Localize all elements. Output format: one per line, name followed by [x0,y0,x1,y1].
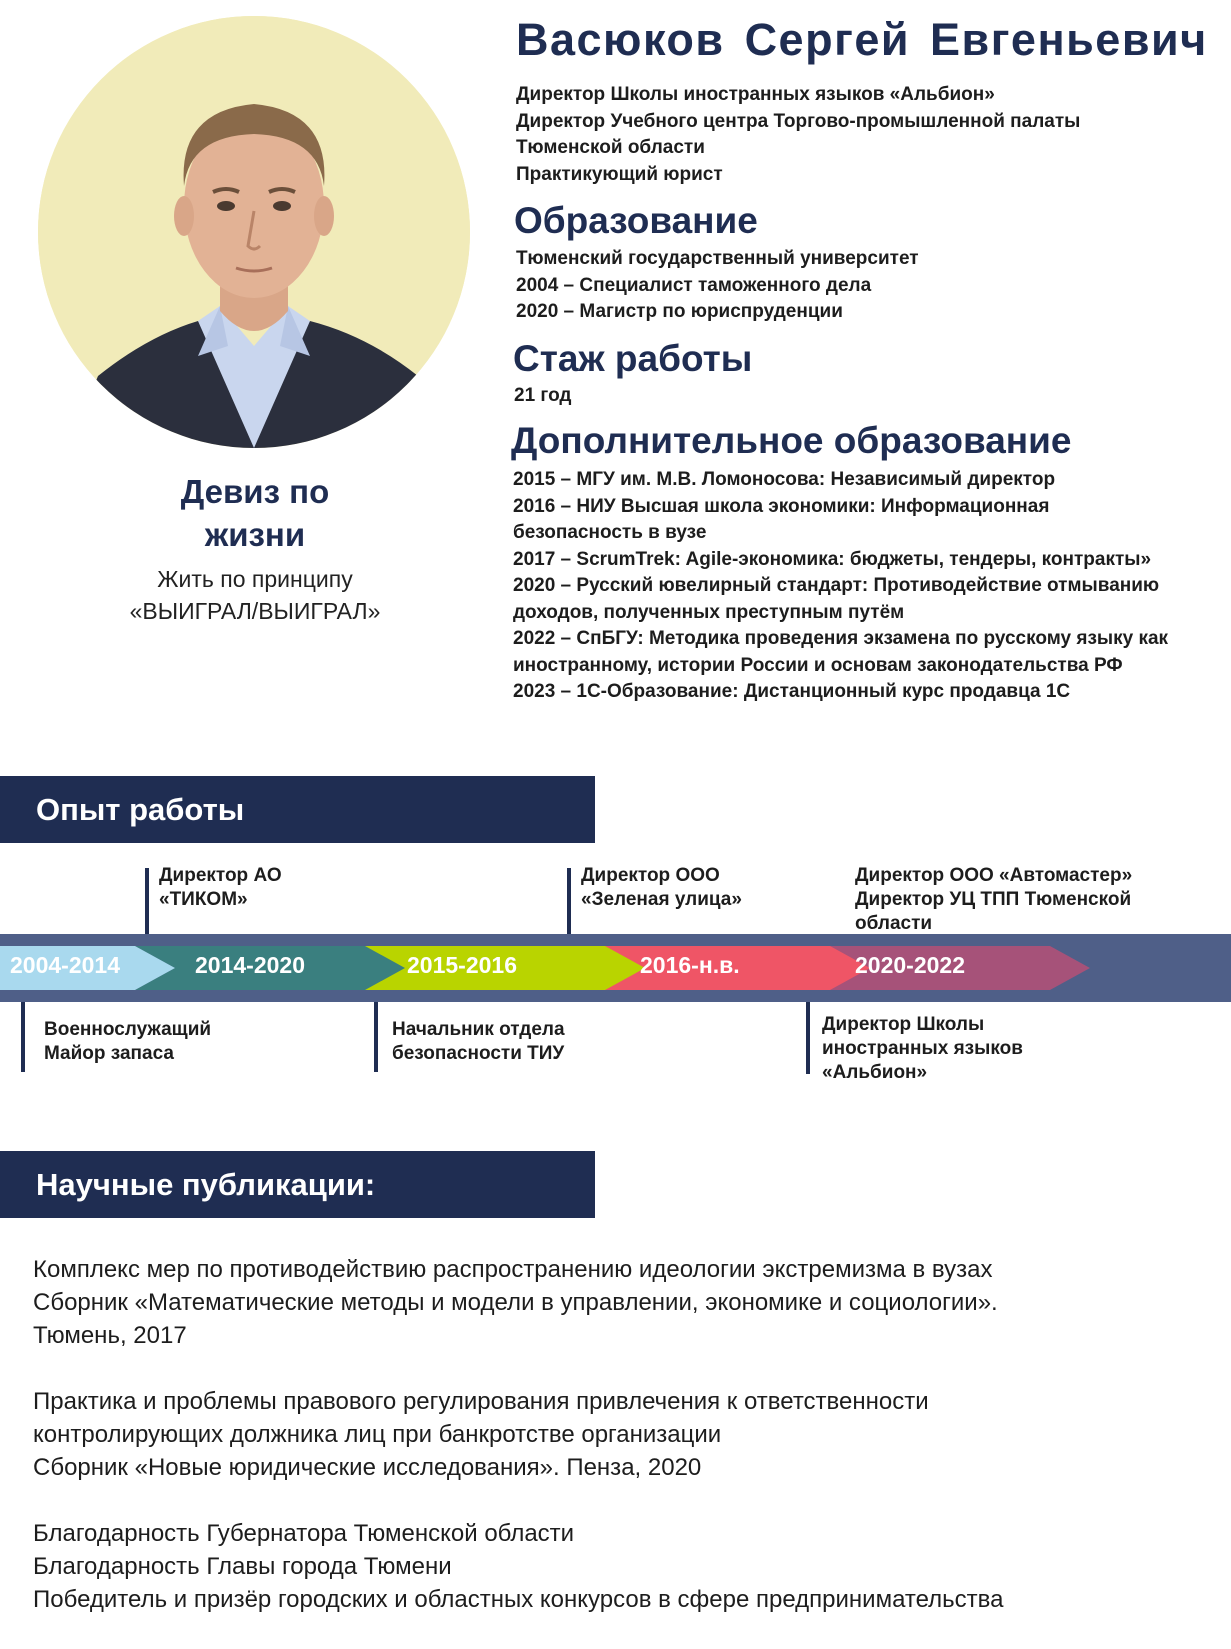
timeline-top-label [159,864,282,912]
education-line: 2004 – Специалист таможенного дела [516,274,872,296]
timeline-year: 2020-2022 [855,952,965,978]
publication-group [33,1517,1213,1616]
publication-group [33,1385,1213,1484]
publication-line: Комплекс мер по противодействию распространению идеологии экстремизма в вузах [33,1256,993,1283]
timeline-tick [806,1002,810,1074]
publication-line: Сборник «Новые юридические исследования». Пенза, 2020 [33,1454,702,1481]
additional-education-line: 2016 – НИУ Высшая школа экономики: Информационная [513,495,1050,517]
education-line: 2020 – Магистр по юриспруденции [516,301,843,322]
positions-list [516,82,1080,188]
publication-line: контролирующих должника лиц при банкротстве организации [33,1421,722,1448]
timeline-top-label [855,864,1132,936]
person-name: Васюков Сергей Евгеньевич [516,14,1208,65]
timeline-tick [145,868,149,934]
additional-education-title: Дополнительное образование [511,420,1072,461]
portrait-illustration [38,16,470,448]
timeline-bar [0,934,1231,1002]
timeline-label-line: Директор ООО «Автомастер» [855,865,1133,886]
position-line: Тюменской области [516,137,705,158]
timeline-label-line: «Альбион» [822,1062,928,1083]
additional-education-line: доходов, полученных преступным путём [513,601,905,623]
position-line: Директор Школы иностранных языков «Альбион» [516,84,995,105]
additional-education-line: 2015 – МГУ им. М.В. Ломоносова: Независимый директор [513,469,1056,490]
publication-line: Благодарность Главы города Тюмени [33,1553,452,1580]
motto-text [80,563,430,627]
work-experience-banner: Опыт работы [0,776,595,843]
timeline-label-line: безопасности ТИУ [392,1043,565,1064]
timeline-year: 2016-н.в. [640,952,740,978]
publication-line: Практика и проблемы правового регулирования привлечения к ответственности [33,1388,929,1415]
motto-text-line: «ВЫИГРАЛ/ВЫИГРАЛ» [129,598,381,624]
publication-line: Победитель и призёр городских и областных конкурсов в сфере предпринимательства [33,1586,1004,1613]
publication-line: Тюмень, 2017 [33,1322,187,1349]
experience-years-value: 21 год [514,385,572,406]
additional-education-line: 2017 – ScrumTrek: Agile-экономика: бюджеты, тендеры, контракты» [513,548,1152,570]
education-list [516,246,919,326]
position-line: Директор Учебного центра Торгово-промышленной палаты [516,110,1081,132]
timeline-label-line: Директор УЦ ТПП Тюменской [855,889,1132,910]
timeline-tick [374,1002,378,1072]
motto-title-line: жизни [204,516,306,553]
education-line: Тюменский государственный университет [516,248,919,269]
timeline-bottom-label [822,1013,1023,1085]
profile-photo [38,16,470,448]
timeline-label-line: Директор Школы [822,1014,985,1035]
timeline-label-line: Директор ООО [581,865,720,886]
publication-line: Сборник «Математические методы и модели в управлении, экономике и социологии». [33,1289,998,1316]
education-title: Образование [514,200,758,241]
publication-group [33,1253,1213,1352]
timeline-top-label [581,864,742,912]
timeline-label-line: «ТИКОМ» [159,889,248,910]
position-line: Практикующий юрист [516,163,723,185]
additional-education-list [513,467,1168,706]
timeline-tick [567,868,571,934]
timeline-label-line: Военнослужащий [44,1019,212,1040]
timeline-label-line: Директор АО [159,865,282,886]
motto-text-line: Жить по принципу [157,566,353,592]
additional-education-line: 2023 – 1С-Образование: Дистанционный курс продавца 1С [513,681,1071,702]
additional-education-line: 2022 – СпБГУ: Методика проведения экзамена по русскому языку как [513,628,1169,649]
publications-banner: Научные публикации: [0,1151,595,1218]
timeline-label-line: Майор запаса [44,1043,174,1064]
timeline-tick [21,1002,25,1072]
publication-line: Благодарность Губернатора Тюменской области [33,1520,575,1547]
experience-years-title: Стаж работы [513,338,753,379]
timeline-bottom-label [392,1018,565,1066]
timeline-label-line: Начальник отдела [392,1019,565,1040]
timeline-label-line: иностранных языков [822,1038,1023,1059]
additional-education-line: безопасность в вузе [513,522,707,543]
motto-title-line: Девиз по [180,473,330,510]
timeline-year: 2014-2020 [195,952,305,978]
timeline-label-line: области [855,913,933,934]
timeline-label-line: «Зеленая улица» [581,889,742,910]
publications-list [33,1253,1213,1649]
additional-education-line: 2020 – Русский ювелирный стандарт: Противодействие отмыванию [513,575,1160,596]
timeline-bottom-label [44,1018,211,1066]
timeline-year: 2004-2014 [10,952,120,978]
motto-title [100,470,410,556]
timeline-year: 2015-2016 [407,952,517,978]
additional-education-line: иностранному, истории России и основам законодательства РФ [513,654,1123,676]
